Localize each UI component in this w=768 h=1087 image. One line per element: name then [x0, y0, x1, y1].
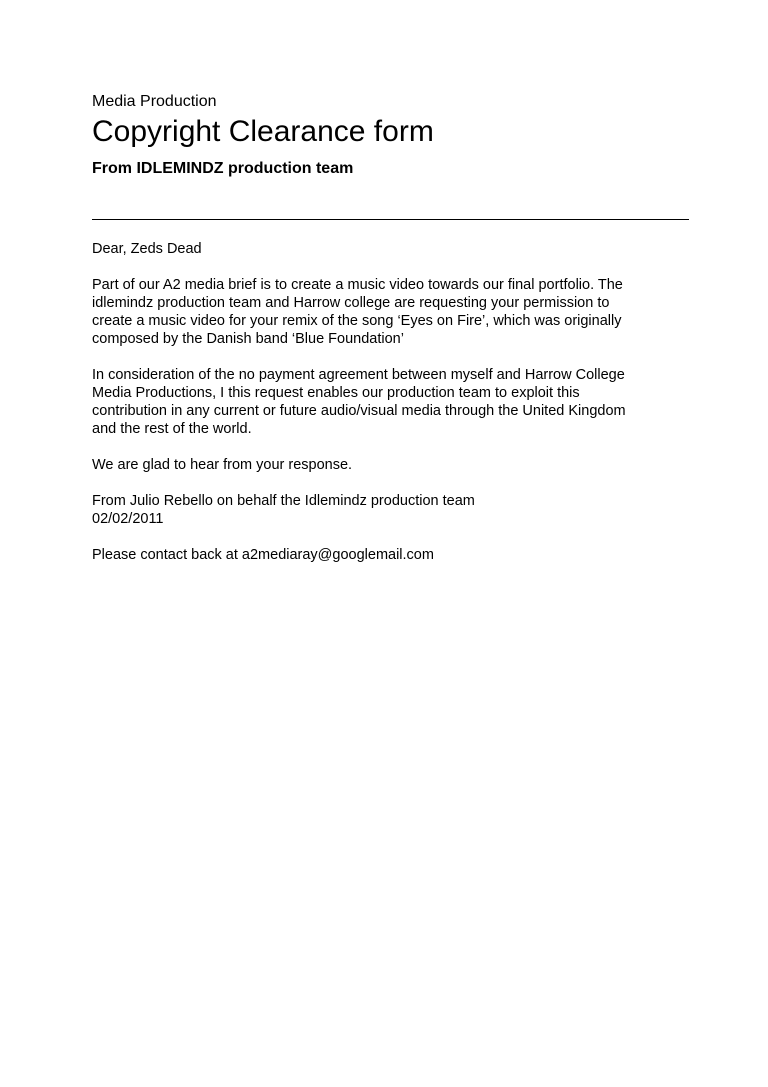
- paragraph-closing: We are glad to hear from your response.: [92, 457, 353, 473]
- contact-line: Please contact back at a2mediaray@googlemail.com: [92, 547, 434, 563]
- paragraph-agreement: In consideration of the no payment agreement between myself and Harrow College Media Productions, I this request enables our production team to exploit this contribution in any current or future audio/visual media through the United Kingdom and the rest of the world.: [92, 367, 626, 437]
- document-title: Copyright Clearance form: [92, 115, 434, 148]
- paragraph-request: Part of our A2 media brief is to create a music video towards our final portfolio. The idlemindz production team and Harrow college are requesting your permission to create a music video for your remix of the song ‘Eyes on Fire’, which was originally composed by the Danish band ‘Blue Foundation’: [92, 277, 623, 347]
- document-kicker: Media Production: [92, 93, 217, 110]
- document-subtitle: From IDLEMINDZ production team: [92, 160, 354, 177]
- letter-date: 02/02/2011: [92, 511, 164, 527]
- signoff-line: From Julio Rebello on behalf the Idlemindz production team: [92, 493, 475, 509]
- header-divider: [92, 219, 689, 220]
- salutation: Dear, Zeds Dead: [92, 241, 202, 257]
- document-page: [92, 92, 692, 582]
- signoff-block: [92, 492, 692, 528]
- letter-body: [92, 240, 692, 564]
